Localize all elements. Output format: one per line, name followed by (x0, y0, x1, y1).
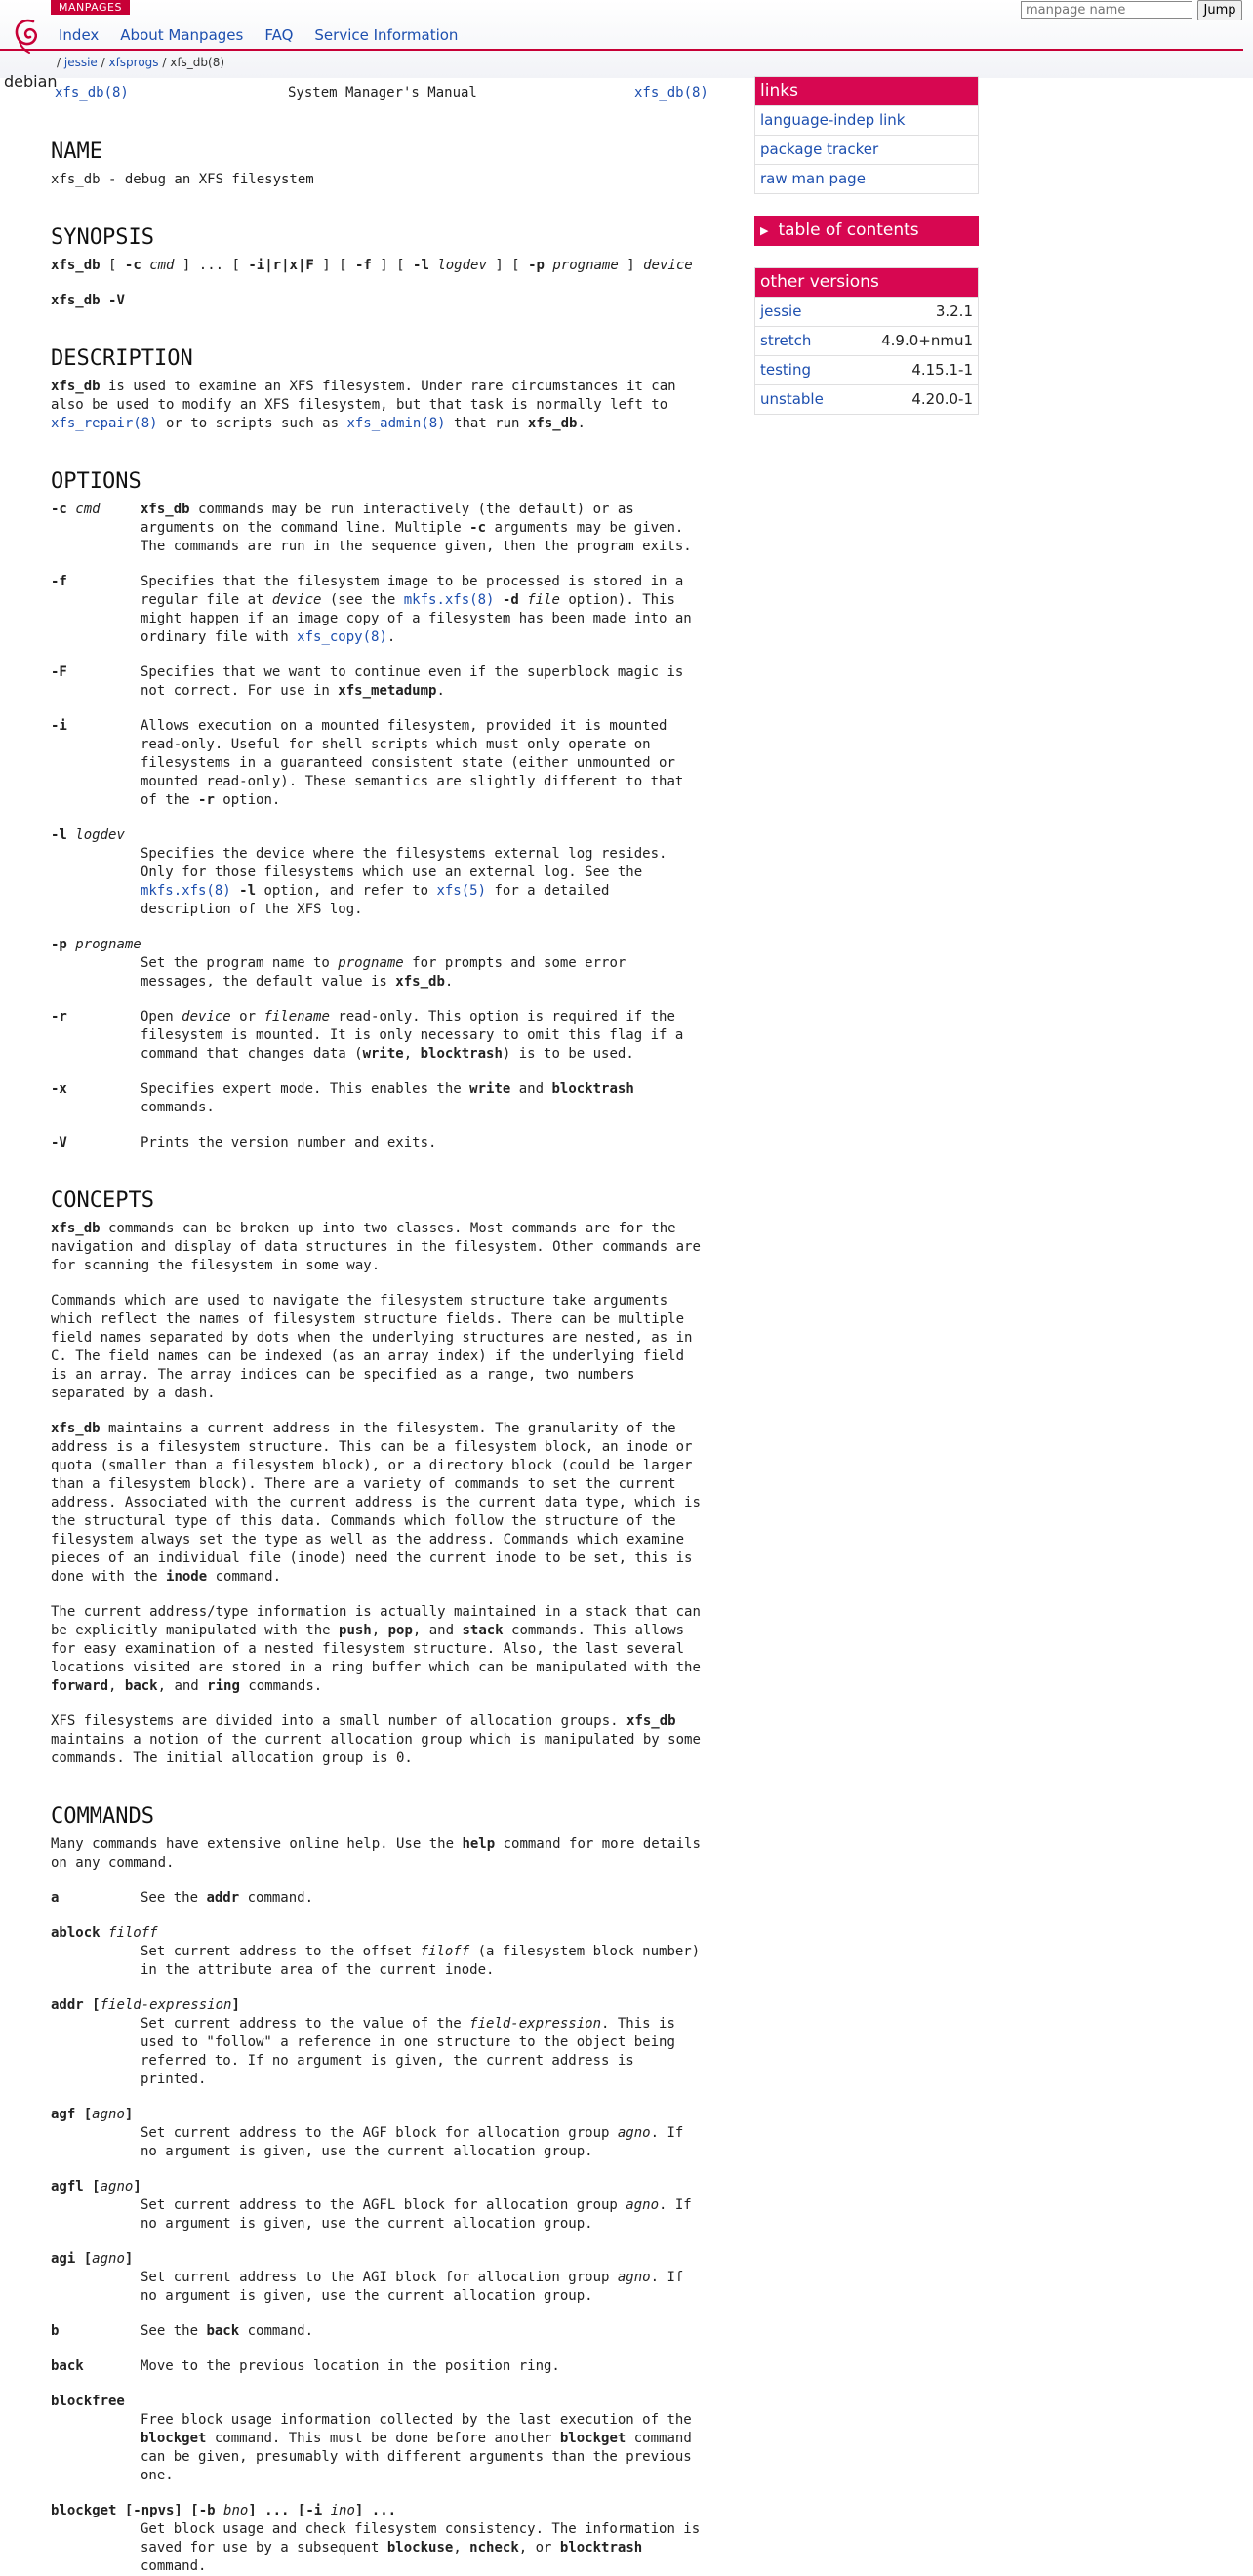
concepts-paragraph-1: xfs_db commands can be broken up into two classes. Most commands are for the navigation and display of data structures in the filesystem. Other commands are for scanning the filesystem in some way. (51, 1221, 701, 1273)
manpage-header-row (51, 84, 708, 103)
manpage-search-input[interactable] (1021, 1, 1192, 19)
version-number: 3.2.1 (935, 302, 973, 320)
table-of-contents-toggle[interactable] (754, 216, 979, 246)
version-number: 4.9.0+nmu1 (881, 332, 973, 349)
command-ablock: ablock filoff Set current address to the offset filoff (a filesystem block number) in the attribute area of the current inode. (51, 1925, 701, 1978)
xfs-repair-link[interactable]: xfs_repair(8) (51, 416, 158, 431)
section-description-heading: DESCRIPTION (51, 346, 193, 371)
description-text: xfs_db is used to examine an XFS filesystem. Under rare circumstances it can also be used to modify an XFS filesystem, but that task is normally left to xfs_repair(8) or to scripts such as xfs_admin(8) that run xfs_db. (51, 379, 676, 431)
raw-man-page-link[interactable]: raw man page (760, 170, 866, 187)
option-p: -p progname Set the program name to progname for prompts and some error messages, the default value is xfs_db. (51, 937, 626, 989)
nav-service-information[interactable]: Service Information (314, 26, 459, 44)
breadcrumb: / jessie / xfsprogs / xfs_db(8) (57, 56, 225, 69)
version-link-testing[interactable]: testing (760, 361, 812, 379)
section-synopsis-heading: SYNOPSIS (51, 225, 154, 250)
option-x: -x Specifies expert mode. This enables the write and blocktrash commands. (51, 1081, 634, 1115)
concepts-paragraph-2: Commands which are used to navigate the filesystem structure take arguments which reflect the names of filesystem structure fields. There can be multiple field names separated by dots when the underlying structures are nested, as in C. The field names can be indexed (as an array index) if the underlying field is an array. The array indices can be specified as a range, two numbers separated by a dash. (51, 1293, 693, 1401)
manpage-content (51, 82, 708, 2576)
version-link-unstable[interactable]: unstable (760, 390, 824, 408)
nav-index[interactable]: Index (59, 26, 100, 44)
breadcrumb-suite[interactable]: jessie (63, 56, 98, 69)
option-F: -F Specifies that we want to continue even if the superblock magic is not correct. For use in xfs_metadump. (51, 664, 684, 699)
other-versions-title: other versions (755, 268, 978, 297)
jump-button[interactable]: Jump (1197, 0, 1242, 20)
section-commands-heading: COMMANDS (51, 1804, 154, 1829)
header-left-link[interactable]: xfs_db(8) (55, 85, 129, 101)
commands-intro: Many commands have extensive online help. Use the help command for more details on any command. (51, 1836, 701, 1871)
manpages-badge: MANPAGES (51, 0, 130, 15)
nav-about[interactable]: About Manpages (120, 26, 244, 44)
option-f: -f Specifies that the filesystem image to be processed is stored in a regular file at device (see the mkfs.xfs(8) -d file option). This might happen if an image copy of a filesystem has been made into an ordinary file with xfs_copy(8). (51, 574, 692, 645)
version-row (755, 326, 978, 355)
version-row (755, 297, 978, 326)
version-row (755, 355, 978, 384)
section-options-heading: OPTIONS (51, 469, 141, 494)
version-link-stretch[interactable]: stretch (760, 332, 812, 349)
other-versions-panel (754, 267, 979, 415)
breadcrumb-page: xfs_db(8) (170, 56, 225, 69)
manual-title: System Manager's Manual (288, 85, 477, 101)
xfs-admin-link[interactable]: xfs_admin(8) (346, 416, 446, 431)
command-agf: agf [agno] Set current address to the AGF block for allocation group agno. If no argument is given, use the current allocation group. (51, 2107, 684, 2159)
command-back: back Move to the previous location in the position ring. (51, 2358, 560, 2374)
name-text: xfs_db - debug an XFS filesystem (51, 172, 314, 187)
language-indep-link[interactable]: language-indep link (760, 111, 906, 129)
triangle-right-icon: ▶ (760, 224, 769, 237)
package-tracker-link-row (755, 135, 978, 164)
command-agi: agi [agno] Set current address to the AGI block for allocation group agno. If no argument is given, use the current allocation group. (51, 2251, 684, 2304)
logo-text: debian (4, 72, 58, 91)
command-agfl: agfl [agno] Set current address to the AGFL block for allocation group agno. If no argument is given, use the current allocation group. (51, 2179, 692, 2232)
command-b: b See the back command. (51, 2323, 314, 2339)
xfs-copy-link[interactable]: xfs_copy(8) (297, 629, 387, 645)
option-l: -l logdev Specifies the device where the filesystems external log resides. Only for those filesystems which use an external log. See the mkfs.xfs(8) -l option, and refer to xfs(5) for a detailed description of the XFS log. (51, 827, 667, 917)
xfs-5-link[interactable]: xfs(5) (436, 883, 487, 899)
links-panel-title: links (755, 77, 978, 105)
header-divider (0, 49, 1243, 51)
command-addr: addr [field-expression] Set current address to the value of the field-expression. This is used to "follow" a reference in one structure to the object being referred to. If no argument is given, the current address is printed. (51, 1997, 675, 2087)
version-link-jessie[interactable]: jessie (760, 302, 802, 320)
option-V: -V Prints the version number and exits. (51, 1135, 437, 1150)
language-indep-link-row (755, 105, 978, 135)
raw-man-page-link-row (755, 164, 978, 193)
header-right-link[interactable]: xfs_db(8) (634, 85, 708, 101)
nav-faq[interactable]: FAQ (264, 26, 294, 44)
mkfs-xfs-link[interactable]: mkfs.xfs(8) (403, 592, 495, 608)
concepts-paragraph-4: The current address/type information is actually maintained in a stack that can be explicitly manipulated with the push, pop, and stack commands. This allows for easy examination of a nested filesystem structure. Also, the last several locations visited are stored in a ring buffer which can be manipulated with the forward, back, and ring commands. (51, 1604, 701, 1694)
version-number: 4.20.0-1 (911, 390, 973, 408)
section-name-heading: NAME (51, 140, 102, 164)
option-c: -c cmd xfs_db commands may be run interactively (the default) or as arguments on the command line. Multiple -c arguments may be given. The commands are run in the sequence given, then the program exits. (51, 502, 692, 554)
links-panel (754, 76, 979, 194)
option-r: -r Open device or filename read-only. This option is required if the filesystem is mounted. It is only necessary to omit this flag if a command that changes data (write, blocktrash) is to be used. (51, 1009, 684, 1062)
version-number: 4.15.1-1 (911, 361, 973, 379)
package-tracker-link[interactable]: package tracker (760, 141, 879, 158)
version-row (755, 384, 978, 414)
command-blockget: blockget [-npvs] [-b bno] ... [-i ino] ... Get block usage and check filesystem consistency. The information is saved for use by a subsequent blockuse, ncheck, or blocktrash command. (51, 2503, 701, 2574)
breadcrumb-package[interactable]: xfsprogs (108, 56, 159, 69)
section-concepts-heading: CONCEPTS (51, 1188, 154, 1213)
main-nav (59, 26, 479, 44)
debian-logo[interactable] (2, 16, 58, 91)
synopsis-line-1: xfs_db [ -c cmd ] ... [ -i|r|x|F ] [ -f ] [ -l logdev ] [ -p progname ] device (51, 258, 693, 273)
command-blockfree: blockfree Free block usage information collected by the last execution of the blockget command. This must be done before another blockget command can be given, presumably with different arguments than the previous one. (51, 2394, 692, 2483)
concepts-paragraph-5: XFS filesystems are divided into a small number of allocation groups. xfs_db maintains a notion of the current allocation group which is manipulated by some commands. The initial allocation group is 0. (51, 1713, 701, 1766)
command-a: a See the addr command. (51, 1890, 314, 1906)
sidebar (754, 76, 979, 436)
toc-label: table of contents (778, 221, 919, 240)
synopsis-line-2: xfs_db -V (51, 293, 125, 308)
mkfs-xfs-link-2[interactable]: mkfs.xfs(8) (141, 883, 231, 899)
concepts-paragraph-3: xfs_db maintains a current address in the filesystem. The granularity of the address is a filesystem structure. This can be a filesystem block, an inode or quota (smaller than a filesystem block), or a directory block (could be larger than a filesystem block). There are a variety of commands to set the current address. Associated with the current address is the current data type, which is the structural type of this data. Commands which follow the structure of the filesystem always set the type as well as the address. Commands which examine pieces of an individual file (inode) need the current inode to be set, this is done with the inode command. (51, 1421, 701, 1585)
option-i: -i Allows execution on a mounted filesystem, provided it is mounted read-only. Useful for shell scripts which must only operate on filesystems in a guaranteed consistent state (either unmounted or mounted read-only). These semantics are slightly different to that of the -r option. (51, 718, 684, 808)
